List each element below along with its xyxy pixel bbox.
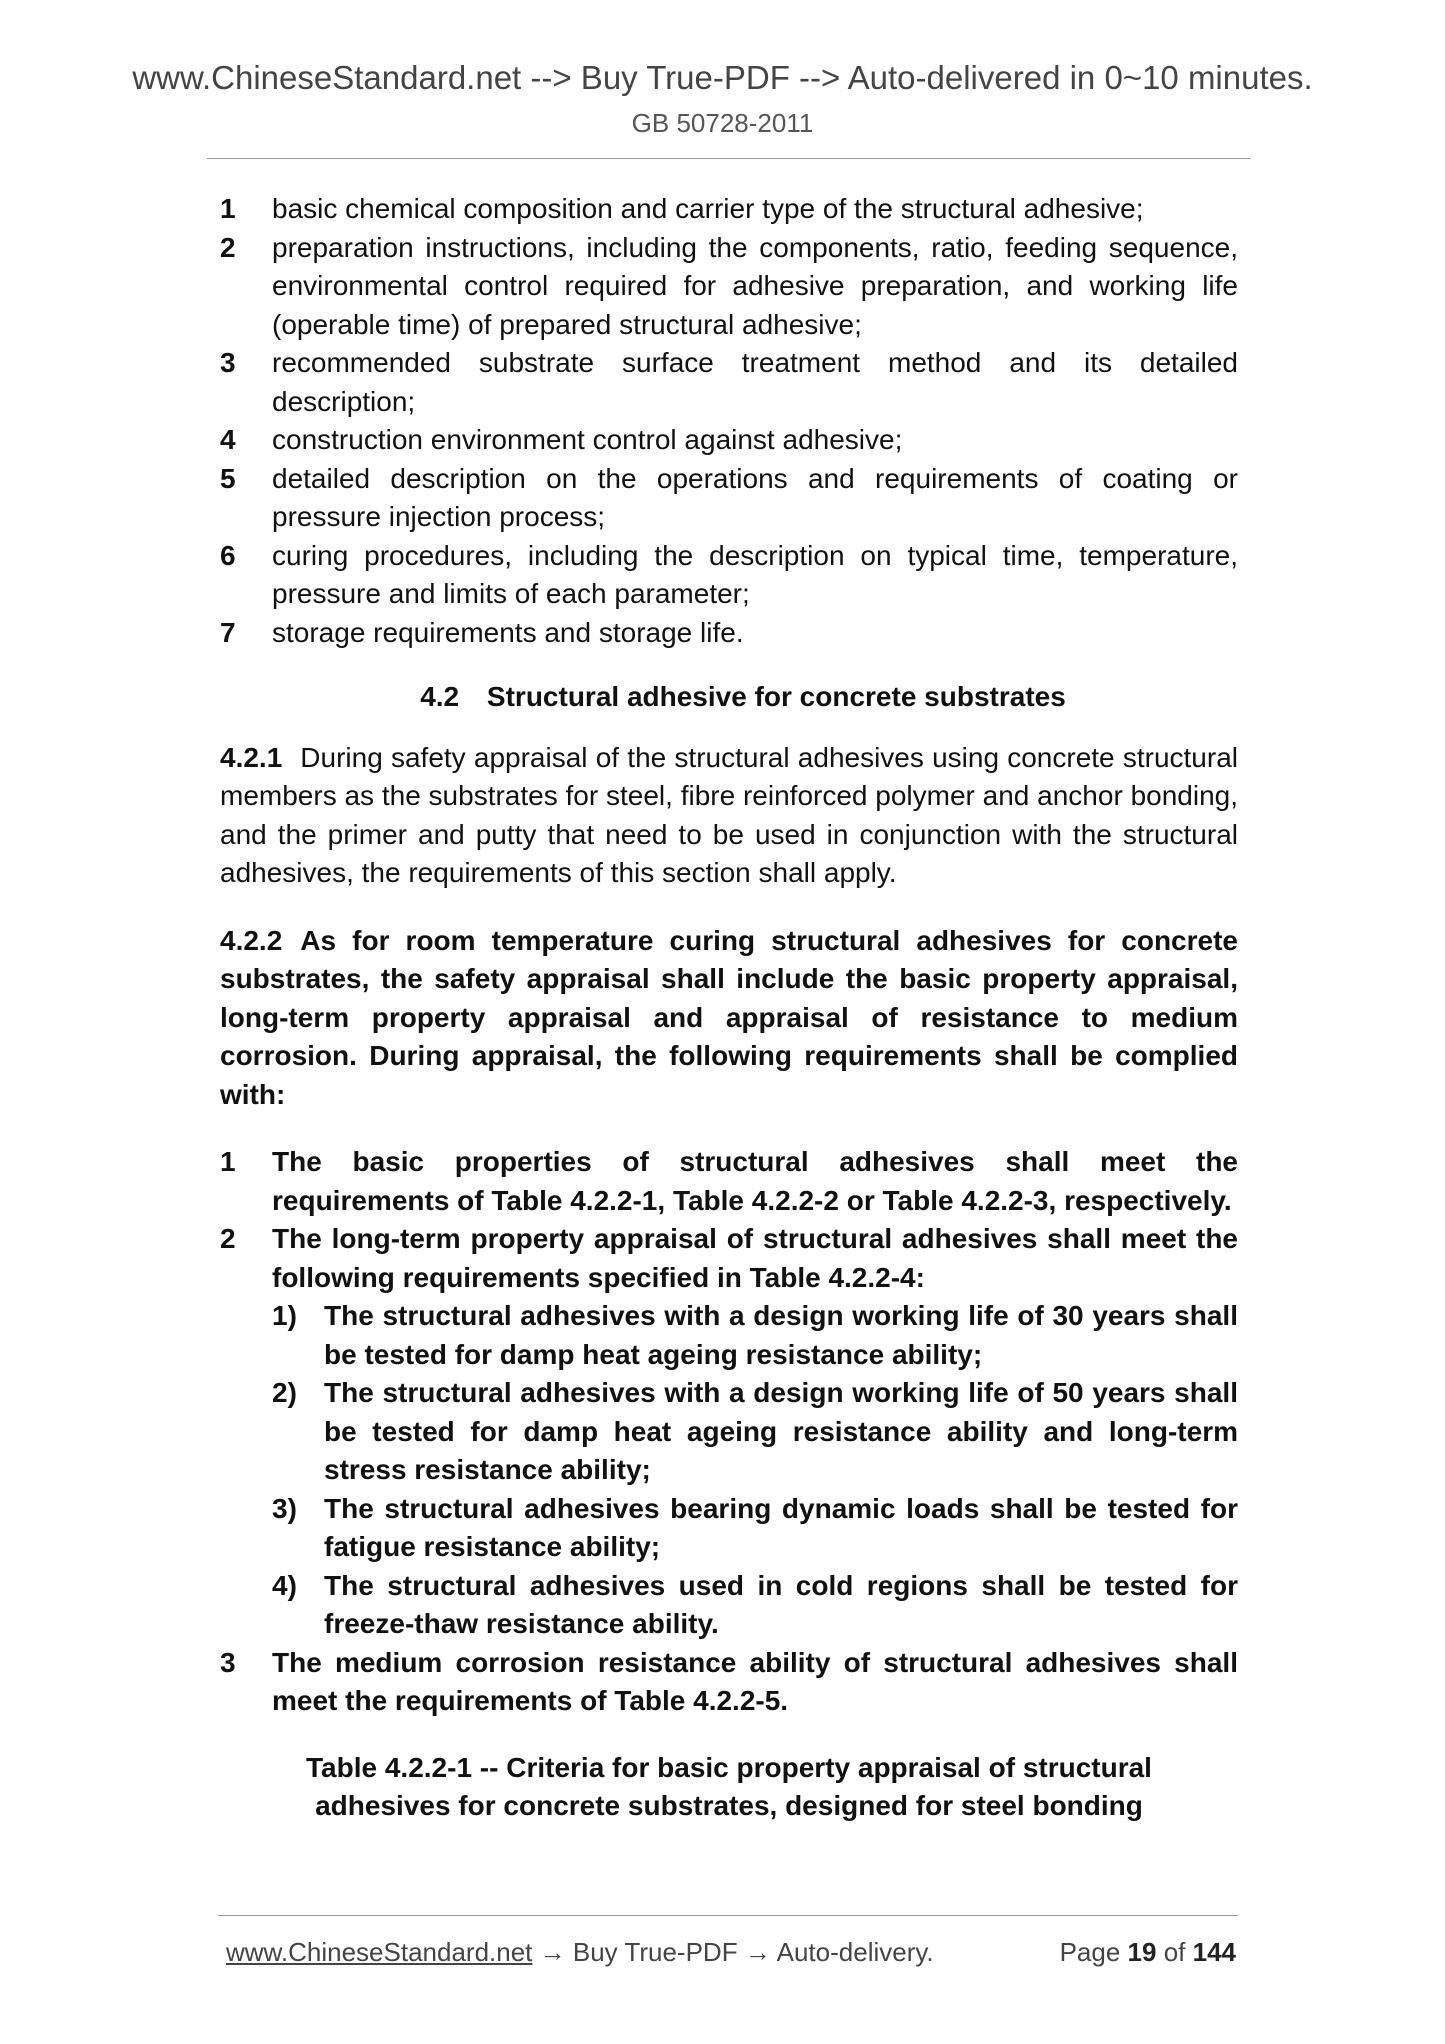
page-current: 19 bbox=[1127, 1937, 1157, 1967]
list-item-number: 1 bbox=[220, 193, 236, 224]
header-divider bbox=[207, 158, 1251, 159]
section-heading bbox=[220, 678, 1238, 717]
list-item bbox=[220, 229, 1238, 345]
list-item-number: 2 bbox=[220, 1223, 236, 1254]
section-title: Structural adhesive for concrete substrates bbox=[486, 681, 1066, 712]
sub-list-item bbox=[272, 1374, 1238, 1490]
page-of: of bbox=[1163, 1937, 1186, 1967]
list-item-text: The medium corrosion resistance ability of structural adhesives shall meet the requirements of Table 4.2.2-5. bbox=[272, 1646, 1238, 1716]
footer-links bbox=[226, 1935, 934, 1969]
clause-text: As for room temperature curing structural adhesives for concrete substrates, the safety appraisal shall include the basic property appraisal, long-term property appraisal and appraisal of resistance to medium corrosion. During appraisal, the following requirements shall be complied with: bbox=[220, 924, 1238, 1110]
sub-item-number: 1) bbox=[272, 1300, 297, 1331]
delivery-text: Auto-delivery. bbox=[776, 1937, 934, 1967]
list-item bbox=[220, 614, 1238, 653]
page-total: 144 bbox=[1192, 1937, 1236, 1967]
list-item-number: 2 bbox=[220, 231, 236, 263]
sub-item-text: The structural adhesives with a design working life of 30 years shall be tested for damp heat ageing resistance ability; bbox=[324, 1300, 1238, 1370]
sub-list-item bbox=[272, 1297, 1238, 1374]
list-item bbox=[220, 460, 1238, 537]
list-item-text: storage requirements and storage life. bbox=[272, 616, 744, 648]
list-item-number: 3 bbox=[220, 1646, 236, 1678]
clause-text: During safety appraisal of the structural adhesives using concrete structural members as the substrates for steel, fibre reinforced polymer and anchor bonding, and the primer and putty that need to be used in conjunction with the structural adhesives, the requirements of this section shall apply. bbox=[220, 741, 1238, 888]
clause-number: 4.2.2 bbox=[220, 924, 283, 956]
section-number: 4.2 bbox=[420, 681, 460, 712]
list-item-text: The long-term property appraisal of structural adhesives shall meet the following requirements specified in Table 4.2.2-4: bbox=[272, 1223, 1238, 1293]
list-item bbox=[220, 421, 1238, 460]
list-item-number: 5 bbox=[220, 462, 236, 494]
list-item-number: 1 bbox=[220, 1146, 236, 1177]
buy-text: Buy True-PDF bbox=[572, 1937, 738, 1967]
sub-item-number: 2) bbox=[272, 1377, 297, 1408]
sub-item-text: The structural adhesives with a design working life of 50 years shall be tested for damp heat ageing resistance ability and long-term stress resistance ability; bbox=[324, 1377, 1238, 1485]
list-item bbox=[220, 1220, 1238, 1297]
list-item bbox=[220, 537, 1238, 614]
list-item bbox=[220, 344, 1238, 421]
list-item-text: The basic properties of structural adhesives shall meet the requirements of Table 4.2.2-1, Table 4.2.2-2 or Table 4.2.2-3, respectively. bbox=[272, 1146, 1238, 1216]
header-banner: www.ChineseStandard.net --> Buy True-PDF --> Auto-delivered in 0~10 minutes. bbox=[132, 59, 1313, 96]
list-item-text: detailed description on the operations and requirements of coating or pressure injection process; bbox=[272, 462, 1238, 532]
clause-4-2-1 bbox=[220, 739, 1238, 893]
footer-divider bbox=[218, 1915, 1238, 1916]
list-item-number: 4 bbox=[220, 424, 236, 455]
list-item-text: curing procedures, including the description on typical time, temperature, pressure and limits of each parameter; bbox=[272, 539, 1238, 609]
clause-4-2-2 bbox=[220, 922, 1238, 1115]
list-item-number: 3 bbox=[220, 347, 236, 378]
sub-item-number: 3) bbox=[272, 1492, 297, 1524]
list-item-text: construction environment control against adhesive; bbox=[272, 424, 903, 455]
standard-code: GB 50728-2011 bbox=[631, 108, 814, 138]
sub-item-text: The structural adhesives bearing dynamic loads shall be tested for fatigue resistance ability; bbox=[324, 1492, 1238, 1562]
table-title: Table 4.2.2-1 -- Criteria for basic property appraisal of structural adhesives for concrete substrates, designed for steel bonding bbox=[306, 1751, 1152, 1821]
arrow-icon: → bbox=[744, 1937, 771, 1967]
list-item-text: preparation instructions, including the components, ratio, feeding sequence, environmental control required for adhesive preparation, and working life (operable time) of prepared structural adhesive; bbox=[272, 231, 1238, 340]
site-link[interactable]: www.ChineseStandard.net bbox=[226, 1937, 533, 1967]
requirements-list bbox=[220, 1143, 1238, 1721]
list-item-number: 7 bbox=[220, 616, 236, 648]
intro-list bbox=[220, 190, 1238, 652]
page-label: Page bbox=[1059, 1937, 1121, 1967]
page-number bbox=[1060, 1935, 1236, 1969]
sub-list-item bbox=[272, 1567, 1238, 1644]
sub-list-item bbox=[272, 1490, 1238, 1567]
arrow-icon: → bbox=[539, 1937, 566, 1967]
sub-list bbox=[220, 1297, 1238, 1644]
list-item-text: recommended substrate surface treatment method and its detailed description; bbox=[272, 347, 1238, 417]
sub-item-text: The structural adhesives used in cold regions shall be tested for freeze-thaw resistance ability. bbox=[324, 1569, 1238, 1639]
list-item bbox=[220, 190, 1238, 229]
clause-number: 4.2.1 bbox=[220, 741, 283, 773]
list-item bbox=[220, 1644, 1238, 1721]
list-item bbox=[220, 1143, 1238, 1220]
page-content bbox=[220, 190, 1238, 1826]
list-item-number: 6 bbox=[220, 539, 236, 571]
sub-item-number: 4) bbox=[272, 1569, 297, 1601]
list-item-text: basic chemical composition and carrier type of the structural adhesive; bbox=[272, 193, 1144, 224]
